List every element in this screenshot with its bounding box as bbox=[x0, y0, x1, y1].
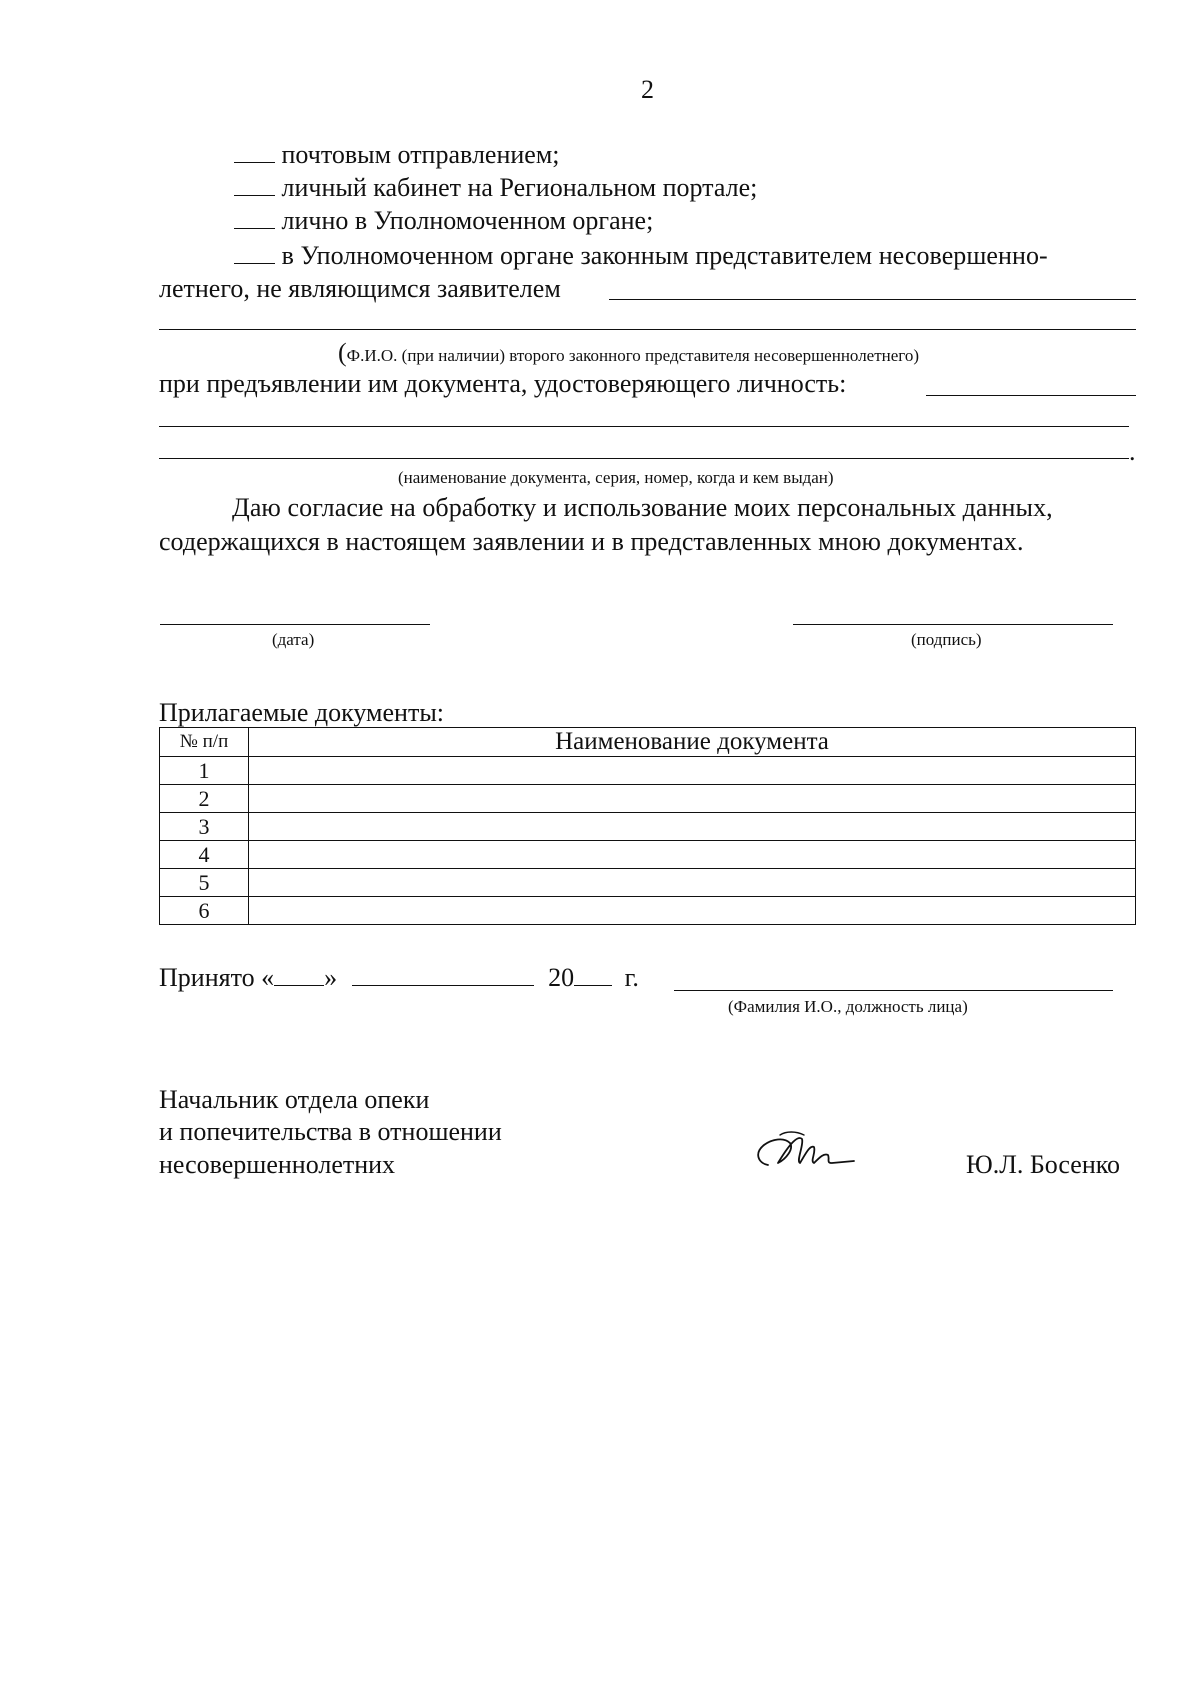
accepted-prefix: Принято « bbox=[159, 963, 275, 992]
row-document-name[interactable] bbox=[249, 785, 1136, 813]
option-blank bbox=[234, 173, 275, 196]
consent-line-2: содержащихся в настоящем заявлении и в представленных мною документах. bbox=[159, 527, 1024, 556]
signature-caption: (подпись) bbox=[911, 630, 982, 649]
date-caption: (дата) bbox=[272, 630, 315, 649]
table-row bbox=[160, 813, 1136, 841]
row-document-name[interactable] bbox=[249, 757, 1136, 785]
signatory-name: Ю.Л. Босенко bbox=[966, 1150, 1121, 1179]
row-document-name[interactable] bbox=[249, 841, 1136, 869]
table-row bbox=[160, 869, 1136, 897]
row-document-name[interactable] bbox=[249, 869, 1136, 897]
row-number: 4 bbox=[160, 841, 249, 869]
option-representative-cont: летнего, не являющимся заявителем bbox=[159, 274, 561, 303]
representative-name-line bbox=[609, 299, 1136, 300]
fio-caption: Ф.И.О. (при наличии) второго законного представителя несовершеннолетнего) bbox=[346, 346, 920, 365]
option-label: почтовым отправлением; bbox=[281, 140, 560, 169]
option-label: личный кабинет на Региональном портале; bbox=[281, 173, 758, 202]
column-header-name: Наименование документа bbox=[249, 728, 1136, 757]
id-document-line: при предъявлении им документа, удостоверяющего личность: bbox=[159, 369, 847, 398]
date-line bbox=[160, 624, 430, 625]
accepted-year-prefix: 20 bbox=[548, 963, 575, 992]
table-header-row bbox=[160, 728, 1136, 757]
accepted-day-blank bbox=[274, 963, 324, 986]
signatory-title-line-3: несовершеннолетних bbox=[159, 1150, 396, 1179]
row-number: 5 bbox=[160, 869, 249, 897]
signatory-title-line-2: и попечительства в отношении bbox=[159, 1117, 502, 1146]
table-row bbox=[160, 757, 1136, 785]
column-header-number: № п/п bbox=[160, 728, 249, 757]
option-label: лично в Уполномоченном органе; bbox=[281, 206, 654, 235]
row-number: 1 bbox=[160, 757, 249, 785]
id-document-period: . bbox=[1129, 437, 1136, 466]
attachments-title: Прилагаемые документы: bbox=[159, 698, 445, 727]
option-blank bbox=[234, 206, 275, 229]
handwritten-signature bbox=[750, 1123, 870, 1178]
option-mail bbox=[234, 139, 560, 171]
row-document-name[interactable] bbox=[249, 813, 1136, 841]
id-document-caption: (наименование документа, серия, номер, когда и кем выдан) bbox=[398, 468, 834, 487]
accepted-year-blank bbox=[574, 963, 612, 986]
consent-line-1: Даю согласие на обработку и использование моих персональных данных, bbox=[232, 493, 1053, 522]
accepted-month-blank bbox=[352, 963, 534, 986]
accepted-officer-line bbox=[674, 990, 1113, 991]
id-document-blank-1 bbox=[926, 395, 1136, 396]
id-document-blank-3 bbox=[159, 458, 1129, 459]
representative-name-line-2 bbox=[159, 329, 1136, 330]
row-number: 3 bbox=[160, 813, 249, 841]
option-label: в Уполномоченном органе законным представителем несовершенно- bbox=[281, 241, 1048, 270]
signatory-title-line-1: Начальник отдела опеки bbox=[159, 1085, 430, 1114]
row-number: 2 bbox=[160, 785, 249, 813]
accepted-year-suffix: г. bbox=[624, 963, 639, 992]
accepted-officer-caption: (Фамилия И.О., должность лица) bbox=[728, 997, 968, 1016]
option-representative bbox=[234, 240, 1048, 272]
attachments-table bbox=[159, 727, 1136, 925]
table-row bbox=[160, 841, 1136, 869]
row-number: 6 bbox=[160, 897, 249, 925]
option-blank bbox=[234, 241, 275, 264]
signature-line bbox=[793, 624, 1113, 625]
option-portal bbox=[234, 172, 757, 204]
option-in-person bbox=[234, 205, 653, 237]
fio-caption-wrap bbox=[338, 338, 919, 368]
table-row bbox=[160, 785, 1136, 813]
row-document-name[interactable] bbox=[249, 897, 1136, 925]
fio-caption-paren: ( bbox=[338, 338, 347, 367]
option-blank bbox=[234, 140, 275, 163]
accepted-line bbox=[159, 962, 639, 994]
accepted-close-quote: » bbox=[324, 963, 338, 992]
page-number: 2 bbox=[641, 75, 654, 104]
table-row bbox=[160, 897, 1136, 925]
id-document-blank-2 bbox=[159, 426, 1129, 427]
